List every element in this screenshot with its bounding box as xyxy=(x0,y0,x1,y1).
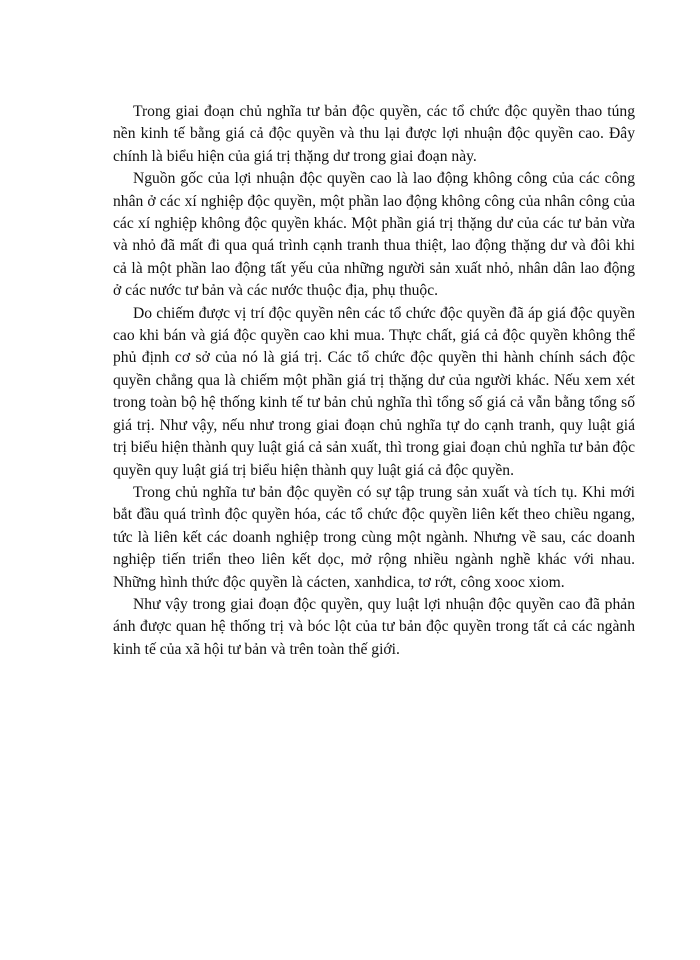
paragraph-2: Nguồn gốc của lợi nhuận độc quyền cao là lao động không công của các công nhân ở các xí nghiệp độc quyền, một phần lao động không công của nhân công của các xí nghiệp không độc quyền khác. Một phần giá trị thặng dư của các tư bản vừa và nhỏ đã mất đi qua quá trình cạnh tranh thua thiệt, lao động thặng dư và đôi khi cả là một phần lao động tất yếu của những người sản xuất nhỏ, nhân dân lao động ở các nước tư bản và các nước thuộc địa, phụ thuộc. xyxy=(113,170,635,300)
paragraph-5: Như vậy trong giai đoạn độc quyền, quy luật lợi nhuận độc quyền cao đã phản ánh được quan hệ thống trị và bóc lột của tư bản độc quyền trong tất cả các ngành kinh tế của xã hội tư bản và trên toàn thế giới. xyxy=(113,595,635,658)
document-body xyxy=(113,101,635,661)
paragraph-3: Do chiếm được vị trí độc quyền nên các tổ chức độc quyền đã áp giá độc quyền cao khi bán và giá độc quyền cao khi mua. Thực chất, giá cả độc quyền không thể phủ định cơ sở của nó là giá trị. Các tổ chức độc quyền thi hành chính sách độc quyền chẳng qua là chiếm một phần giá trị thặng dư của người khác. Nếu xem xét trong toàn bộ hệ thống kinh tế tư bản chủ nghĩa thì tổng số giá cả vẫn bằng tổng số giá trị. Như vậy, nếu như trong giai đoạn chủ nghĩa tự do cạnh tranh, quy luật giá trị biểu hiện thành quy luật giá cả sản xuất, thì trong giai đoạn chủ nghĩa tư bản độc quyền quy luật giá trị biểu hiện thành quy luật giá cả độc quyền. xyxy=(113,304,635,479)
paragraph-1: Trong giai đoạn chủ nghĩa tư bản độc quyền, các tổ chức độc quyền thao túng nền kinh tế bằng giá cả độc quyền và thu lại được lợi nhuận độc quyền cao. Đây chính là biểu hiện của giá trị thặng dư trong giai đoạn này. xyxy=(113,103,635,165)
paragraph-4: Trong chủ nghĩa tư bản độc quyền có sự tập trung sản xuất và tích tụ. Khi mới bắt đầu quá trình độc quyền hóa, các tổ chức độc quyền liên kết theo chiều ngang, tức là liên kết các doanh nghiệp trong cùng một ngành. Nhưng về sau, các doanh nghiệp tiến triển theo liên kết dọc, mở rộng nhiều ngành nghề khác với nhau. Những hình thức độc quyền là cácten, xanhdica, tơ rớt, công xooc xiom. xyxy=(113,483,635,591)
